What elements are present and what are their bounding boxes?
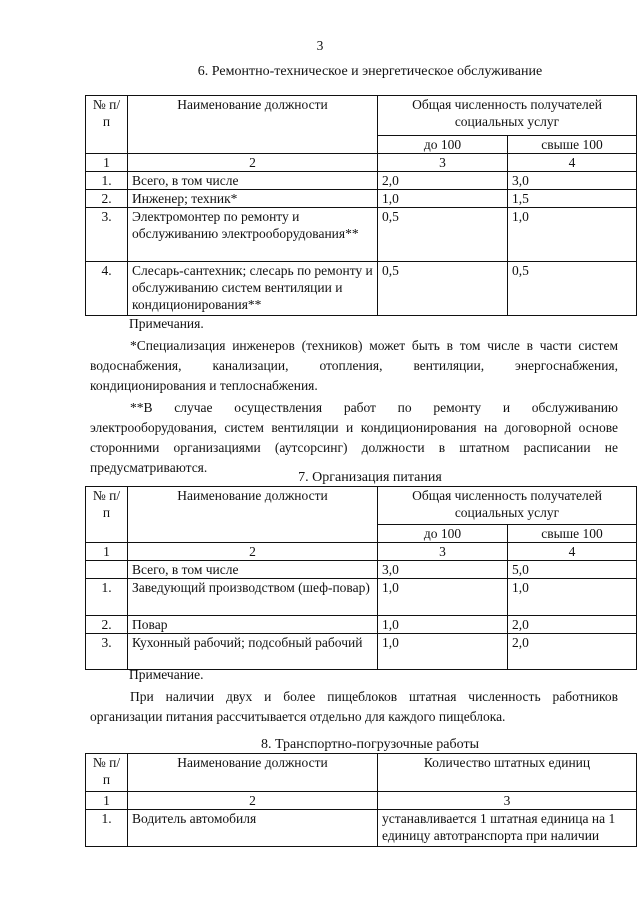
section-7-note-1: При наличии двух и более пищеблоков штатная численность работников организации питания рассчитывается отдельно для каждого пищеблока. bbox=[90, 689, 618, 724]
row-value-up-to-100: 3,0 bbox=[378, 561, 508, 579]
table-row bbox=[86, 579, 637, 616]
col-number: 1 bbox=[86, 543, 128, 561]
row-num: 2. bbox=[86, 616, 128, 634]
col-number: 2 bbox=[128, 154, 378, 172]
row-name: Всего, в том числе bbox=[128, 172, 378, 190]
col-number: 4 bbox=[508, 154, 637, 172]
col-number: 4 bbox=[508, 543, 637, 561]
col-number: 3 bbox=[378, 792, 637, 810]
row-value-over-100: 3,0 bbox=[508, 172, 637, 190]
row-value-over-100: 2,0 bbox=[508, 634, 637, 670]
header-num: № п/п bbox=[86, 487, 128, 543]
row-value-over-100: 1,5 bbox=[508, 190, 637, 208]
col-number: 1 bbox=[86, 792, 128, 810]
row-num: 2. bbox=[86, 190, 128, 208]
section-7-notes-heading: Примечание. bbox=[129, 667, 204, 682]
section-6-notes-heading: Примечания. bbox=[129, 316, 204, 331]
header-over-100: свыше 100 bbox=[508, 525, 637, 543]
row-name: Кухонный рабочий; подсобный рабочий bbox=[128, 634, 378, 670]
table-row bbox=[86, 634, 637, 670]
row-value-over-100: 1,0 bbox=[508, 579, 637, 616]
col-number: 2 bbox=[128, 792, 378, 810]
header-up-to-100: до 100 bbox=[378, 525, 508, 543]
header-over-100: свыше 100 bbox=[508, 136, 637, 154]
row-num: 1. bbox=[86, 810, 128, 847]
row-value-up-to-100: 1,0 bbox=[378, 190, 508, 208]
table-row bbox=[86, 616, 637, 634]
section-6-title: 6. Ремонтно-техническое и энергетическое обслуживание bbox=[197, 64, 543, 79]
row-num: 4. bbox=[86, 262, 128, 316]
row-value-up-to-100: 1,0 bbox=[378, 579, 508, 616]
table-row bbox=[86, 561, 637, 579]
col-number: 2 bbox=[128, 543, 378, 561]
col-number: 1 bbox=[86, 154, 128, 172]
col-number: 3 bbox=[378, 154, 508, 172]
header-up-to-100: до 100 bbox=[378, 136, 508, 154]
section-8-table bbox=[85, 753, 637, 847]
header-name: Наименование должности bbox=[128, 96, 378, 154]
row-count: устанавливается 1 штатная единица на 1 единицу автотранспорта при наличии bbox=[378, 810, 637, 847]
row-value-over-100: 5,0 bbox=[508, 561, 637, 579]
row-name: Всего, в том числе bbox=[128, 561, 378, 579]
table-row bbox=[86, 172, 637, 190]
header-num: № п/п bbox=[86, 754, 128, 792]
table-row bbox=[86, 262, 637, 316]
row-num: 1. bbox=[86, 172, 128, 190]
row-name: Водитель автомобиля bbox=[128, 810, 378, 847]
table-row bbox=[86, 810, 637, 847]
row-name: Электромонтер по ремонту и обслуживанию электрооборудования** bbox=[128, 208, 378, 262]
row-value-up-to-100: 0,5 bbox=[378, 262, 508, 316]
header-total: Общая численность получателей социальных услуг bbox=[378, 96, 637, 136]
row-value-over-100: 2,0 bbox=[508, 616, 637, 634]
row-value-up-to-100: 1,0 bbox=[378, 634, 508, 670]
header-num: № п/п bbox=[86, 96, 128, 154]
row-value-up-to-100: 2,0 bbox=[378, 172, 508, 190]
row-num: 1. bbox=[86, 579, 128, 616]
section-6-note-2: **В случае осуществления работ по ремонту и обслуживанию электрооборудования, систем вентиляции и кондиционирования на договорной основе сторонними организациями (аутсорсинг) должности в штатном расписании не предусматриваются. bbox=[90, 400, 618, 475]
section-7-title: 7. Организация питания bbox=[298, 470, 442, 485]
row-value-up-to-100: 1,0 bbox=[378, 616, 508, 634]
row-num: 3. bbox=[86, 634, 128, 670]
row-name: Повар bbox=[128, 616, 378, 634]
header-count: Количество штатных единиц bbox=[378, 754, 637, 792]
page-number: 3 bbox=[316, 38, 324, 53]
header-name: Наименование должности bbox=[128, 487, 378, 543]
row-name: Инженер; техник* bbox=[128, 190, 378, 208]
row-num: 3. bbox=[86, 208, 128, 262]
row-name: Слесарь-сантехник; слесарь по ремонту и обслуживанию систем вентиляции и кондиционирования** bbox=[128, 262, 378, 316]
section-6-note-1: *Специализация инженеров (техников) может быть в том числе в части систем водоснабжения, канализации, отопления, вентиляции, энергоснабжения, кондиционирования и теплоснабжения. bbox=[90, 338, 618, 393]
row-value-up-to-100: 0,5 bbox=[378, 208, 508, 262]
row-value-over-100: 0,5 bbox=[508, 262, 637, 316]
col-number: 3 bbox=[378, 543, 508, 561]
table-row bbox=[86, 190, 637, 208]
header-total: Общая численность получателей социальных услуг bbox=[378, 487, 637, 525]
table-row bbox=[86, 208, 637, 262]
header-name: Наименование должности bbox=[128, 754, 378, 792]
row-value-over-100: 1,0 bbox=[508, 208, 637, 262]
section-7-table bbox=[85, 486, 637, 670]
section-8-title: 8. Транспортно-погрузочные работы bbox=[261, 737, 479, 752]
row-num bbox=[86, 561, 128, 579]
section-6-table bbox=[85, 95, 637, 316]
row-name: Заведующий производством (шеф-повар) bbox=[128, 579, 378, 616]
